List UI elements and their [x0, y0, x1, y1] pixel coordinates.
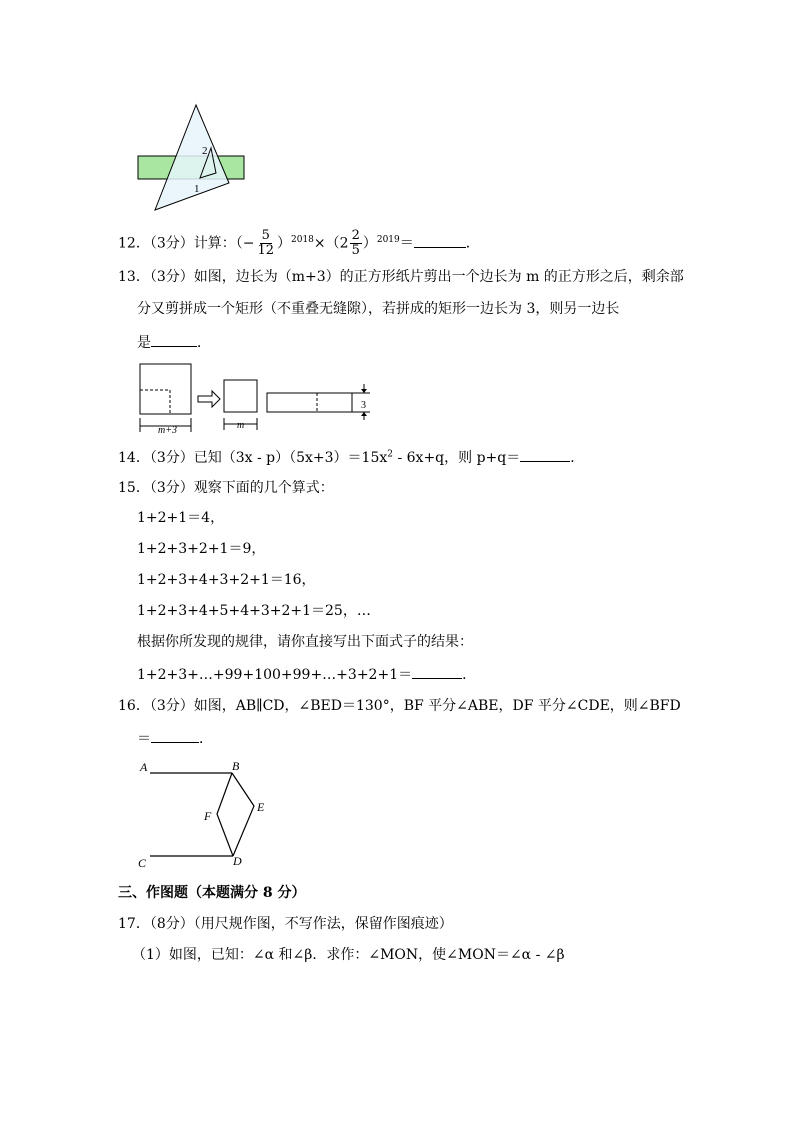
answer-blank[interactable] [151, 332, 197, 347]
question-17-line-2: （1）如图，已知：∠α 和∠β．求作：∠MON，使∠MON＝∠α - ∠β [132, 947, 565, 963]
q15-target-text: 1+2+3+…+99+100+99+…+3+2+1＝ [137, 667, 413, 683]
q16-end: ． [199, 731, 213, 747]
arrowhead [361, 389, 367, 393]
dashed-cut [140, 390, 170, 414]
q13-prefix: 是 [137, 335, 151, 351]
big-square [140, 364, 191, 414]
q13-figure [136, 360, 376, 438]
q12-times: ×（ [313, 235, 340, 252]
point-a: A [140, 760, 148, 774]
label-m: m [237, 420, 245, 431]
path-b-f-d [217, 773, 233, 856]
q15-equation-1: 1+2+1＝4， [137, 510, 225, 526]
q13-end: ． [197, 335, 211, 351]
question-16-line-1: 16．（3分）如图，AB∥CD，∠BED＝130°，BF 平分∠ABE，DF 平分∠CDE，则∠BFD [118, 698, 681, 714]
q15-equation-4: 1+2+3+4+5+4+3+2+1＝25，… [137, 603, 371, 619]
answer-blank[interactable] [412, 664, 462, 679]
q14-text-mid: - 6x+q，则 p+q＝ [393, 450, 521, 466]
q12-end: ． [465, 235, 480, 252]
fraction-5-12 [255, 229, 276, 258]
fraction-denominator: 12 [257, 243, 274, 258]
q11-figure [130, 100, 260, 215]
small-square [224, 380, 257, 412]
question-17-line-1: 17．（8分）（用尺规作图，不写作法，保留作图痕迹） [118, 916, 453, 932]
result-rectangle [267, 393, 352, 412]
label-1: 1 [194, 183, 200, 195]
answer-blank[interactable] [151, 728, 199, 743]
q15-end: ． [462, 667, 477, 683]
arrow-right-icon [198, 391, 220, 407]
q14-text: 14．（3分）已知（3x - p）（5x+3）＝15x [118, 450, 388, 466]
point-b: B [232, 759, 240, 773]
exponent-2019: 2019 [376, 234, 400, 245]
point-d: D [233, 854, 242, 868]
question-16-line-2 [137, 728, 213, 748]
q12-equals: ＝ [399, 235, 414, 252]
point-f: F [204, 809, 212, 823]
exponent-2018: 2018 [291, 234, 314, 245]
fraction-numerator: 2 [351, 228, 360, 243]
q15-equation-3: 1+2+3+4+3+2+1＝16， [137, 572, 316, 588]
section-3-title: 三、作图题（本题满分 8 分） [118, 885, 306, 901]
point-c: C [138, 856, 147, 870]
label-3: 3 [361, 400, 366, 411]
label-2: 2 [202, 145, 208, 157]
fraction-denominator: 5 [351, 243, 360, 258]
question-12 [118, 229, 480, 258]
fraction-2-5 [350, 229, 362, 258]
label-m-plus-3: m+3 [158, 425, 177, 436]
answer-blank[interactable] [520, 447, 570, 462]
question-13-line-1: 13．（3分）如图，边长为（m+3）的正方形纸片剪出一个边长为 m 的正方形之后，剩余部 [118, 269, 684, 285]
mixed-whole: 2 [339, 235, 349, 252]
q15-prompt: 根据你所发现的规律，请你直接写出下面式子的结果： [137, 634, 473, 650]
point-e: E [257, 800, 265, 814]
q12-paren-close: ） [362, 235, 377, 252]
q12-paren: ） [277, 235, 291, 252]
arrowhead [361, 412, 367, 416]
question-15-intro: 15．（3分）观察下面的几个算式： [118, 480, 334, 496]
path-b-e-d [232, 773, 254, 856]
fraction-numerator: 5 [261, 228, 270, 243]
question-13-line-3 [137, 332, 211, 352]
answer-blank[interactable] [414, 233, 466, 248]
q15-target [137, 664, 476, 684]
question-13-line-2: 分又剪拼成一个矩形（不重叠无缝隙），若拼成的矩形一边长为 3，则另一边长 [137, 301, 620, 317]
q14-end: ． [570, 450, 585, 466]
exponent-2: 2 [387, 449, 394, 460]
q16-prefix: ＝ [137, 731, 151, 747]
q16-figure [136, 756, 276, 872]
question-14 [118, 447, 584, 467]
q12-text-prefix: 12．（3分）计算：（− [118, 235, 255, 252]
q15-equation-2: 1+2+3+2+1＝9， [137, 541, 266, 557]
